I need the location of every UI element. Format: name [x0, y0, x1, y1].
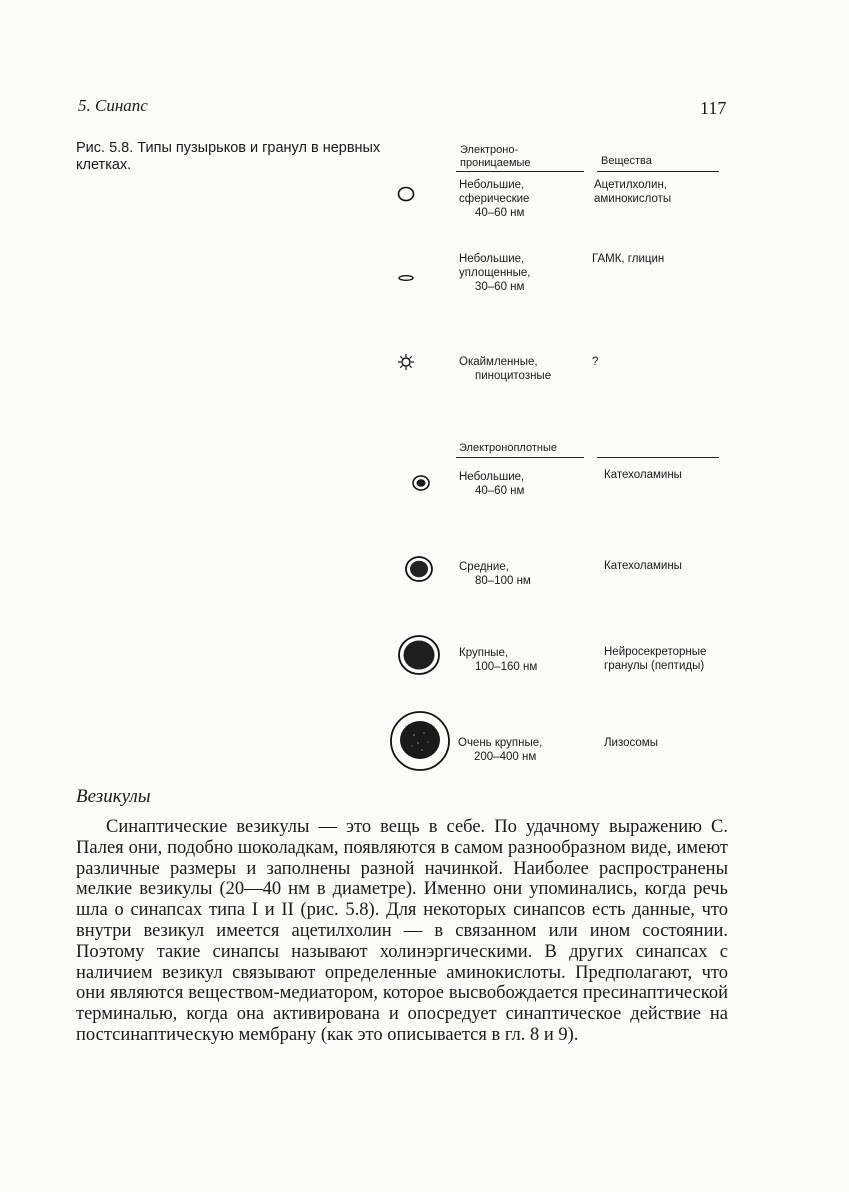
row-7-type: Очень крупные, 200–400 нм	[458, 737, 543, 763]
open-circle-icon	[396, 184, 416, 204]
coated-vesicle-icon	[396, 352, 416, 372]
row-5-type: Средние, 80–100 нм	[459, 561, 531, 587]
electron-lucent-header: Электроно- проницаемые	[460, 144, 531, 169]
row-1-type: Небольшие, сферические 40–60 нм	[459, 179, 530, 219]
row-2-substance: ГАМК, глицин	[592, 253, 665, 265]
header-rule-right	[597, 171, 719, 172]
very-large-dense-core-icon	[388, 709, 452, 773]
row-3-substance: ?	[592, 356, 599, 368]
figure-caption: Рис. 5.8. Типы пузырьков и гранул в нервных клетках.	[76, 140, 381, 173]
running-header: 5. Синапс	[78, 96, 148, 115]
row-6-substance: Нейросекреторные гранулы (пептиды)	[604, 646, 707, 672]
flat-ellipse-icon	[396, 272, 416, 284]
electron-dense-header: Электроноплотные	[459, 442, 557, 454]
substances-header: Вещества	[601, 155, 652, 167]
row-1-substance: Ацетилхолин, аминокислоты	[594, 179, 672, 205]
row-6-type: Крупные, 100–160 нм	[459, 647, 538, 673]
row-2-type: Небольшие, уплощенные, 30–60 нм	[459, 253, 531, 293]
section-title: Везикулы	[76, 786, 151, 807]
small-dense-core-icon	[410, 473, 432, 493]
row-3-type: Окаймленные, пиноцитозные	[459, 356, 552, 382]
page-number: 117	[700, 98, 727, 118]
header-rule-left	[456, 171, 584, 172]
row-4-type: Небольшие, 40–60 нм	[459, 471, 525, 497]
body-paragraph: Синаптические везикулы — это вещь в себе. По удачному выражению С. Палея они, подобно шоколадкам, появляются в самом разнообразном виде, имеют различные размеры и заполнены разной начинкой. Наиболее распространены мелкие везикулы (20—40 нм в диаметре). Именно они упоминались, когда речь шла о синапсах типа I и II (рис. 5.8). Для некоторых синапсов есть данные, что внутри везикул имеется ацетилхолин — в связанном или ином состоянии. Поэтому такие синапсы называют холинэргическими. В других синапсах с наличием везикул связывают определенные аминокислоты. Предполагают, что они являются веществом-медиатором, которое высвобождается пресинаптической терминалью, когда она активирована и опосредует синаптическое действие на постсинаптическую мембрану (как это описывается в гл. 8 и 9).	[76, 817, 728, 1045]
medium-dense-core-icon	[403, 554, 435, 584]
row-5-substance: Катехоламины	[604, 560, 682, 572]
dense-rule-right	[597, 457, 719, 458]
row-7-substance: Лизосомы	[604, 737, 658, 749]
large-dense-core-icon	[396, 633, 442, 677]
dense-rule-left	[456, 457, 584, 458]
row-4-substance: Катехоламины	[604, 469, 682, 481]
body-text	[76, 817, 728, 1046]
